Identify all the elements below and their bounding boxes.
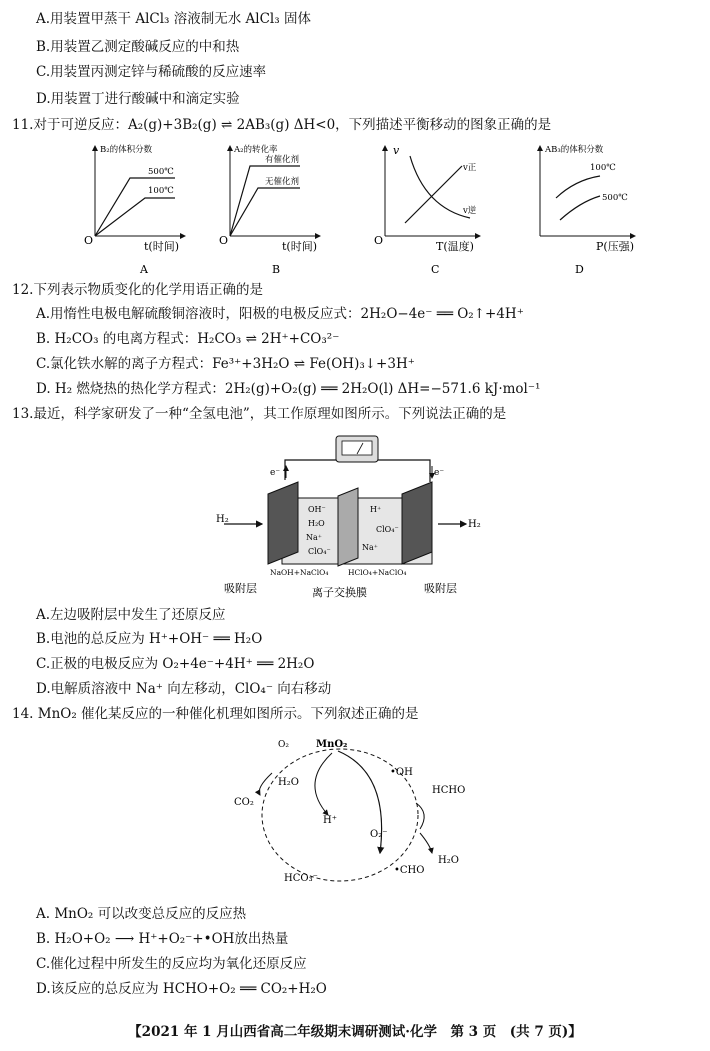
graph-d-caption: D [575, 263, 584, 276]
graph-d [540, 144, 635, 276]
electron-left: e⁻ [270, 468, 281, 478]
q13-option-b: B.电池的总反应为 H⁺+OH⁻ ══ H₂O [36, 631, 263, 647]
galvanometer-icon [336, 436, 378, 462]
arrow-to-co2 [259, 773, 272, 795]
graph-d-series-2: 500℃ [602, 193, 628, 203]
membrane-label: 离子交换膜 [312, 586, 367, 599]
q13-option-a: A.左边吸附层中发生了还原反应 [36, 607, 226, 623]
q10-option-b: B.用装置乙测定酸碱反应的中和热 [36, 39, 240, 55]
graph-a-series-2: 100℃ [148, 186, 174, 196]
graph-d-ylabel: AB₃的体积分数 [545, 145, 604, 155]
graph-a-series-1: 500℃ [148, 167, 174, 177]
right-electrode [402, 482, 432, 564]
graph-d-xlabel: P(压强) [596, 240, 634, 253]
graph-c-series-1: v正 [463, 163, 477, 173]
graph-a-ylabel: B₂的体积分数 [100, 145, 153, 155]
graph-b-line-nocat [230, 188, 300, 236]
q11-stem: 11.对于可逆反应：A₂(g)+3B₂(g) ⇌ 2AB₃(g) ΔH<0，下列描述平衡移动的图象正确的是 [12, 117, 552, 133]
graph-b-caption: B [272, 263, 281, 276]
right-adsorption-layer: 吸附层 [424, 582, 457, 595]
q14-option-c: C.催化过程中所发生的反应均为氧化还原反应 [36, 956, 307, 972]
ion-clo4-left: ClO₄⁻ [308, 547, 331, 556]
label-hcho: HCHO [432, 785, 466, 796]
graph-b-xlabel: t(时间) [282, 240, 318, 253]
q10-option-d: D.用装置丁进行酸碱中和滴定实验 [36, 91, 240, 107]
label-hco3: HCO₃⁻ [284, 873, 318, 884]
right-solution: HClO₄+NaClO₄ [348, 568, 407, 577]
label-mno2: MnO₂ [316, 739, 348, 750]
ion-na-right: Na⁺ [362, 543, 378, 552]
graph-b-origin: O [219, 234, 229, 247]
ion-na-left: Na⁺ [306, 533, 322, 542]
graph-b [219, 144, 320, 276]
q14-option-a: A. MnO₂ 可以改变总反应的反应热 [36, 906, 247, 922]
q14-stem: 14. MnO₂ 催化某反应的一种催化机理如图所示。下列叙述正确的是 [12, 706, 419, 722]
ion-h2o: H₂O [308, 519, 325, 528]
label-h-plus: H⁺ [323, 815, 337, 826]
arrow-to-h [315, 753, 332, 815]
q11-graphs [0, 138, 710, 278]
q12-option-d: D. H₂ 燃烧热的热化学方程式：2H₂(g)+O₂(g) ══ 2H₂O(l) ΔH=−571.6 kJ·mol⁻¹ [36, 381, 541, 397]
label-o2-minus: O₂⁻ [370, 829, 388, 840]
label-o2: O₂ [278, 740, 289, 750]
electron-right: e⁻ [434, 468, 445, 478]
graph-c-curve-reverse [405, 166, 462, 223]
h2-in: H₂ [216, 514, 229, 525]
graph-b-series-2: 无催化剂 [265, 177, 300, 187]
graph-a-origin: O [84, 234, 94, 247]
graph-d-curve-500 [560, 196, 600, 220]
graph-c [374, 144, 480, 276]
q12-option-b: B. H₂CO₃ 的电离方程式：H₂CO₃ ⇌ 2H⁺+CO₃²⁻ [36, 331, 340, 347]
graph-c-xlabel: T(温度) [436, 240, 474, 253]
q14-option-b: B. H₂O+O₂ ⟶ H⁺+O₂⁻+•OH放出热量 [36, 931, 289, 947]
q13-stem: 13.最近，科学家研发了一种“全氢电池”，其工作原理如图所示。下列说法正确的是 [12, 406, 507, 422]
graph-d-curve-100 [556, 176, 600, 198]
graph-a-caption: A [140, 263, 148, 276]
q14-option-d: D.该反应的总反应为 HCHO+O₂ ══ CO₂+H₂O [36, 981, 327, 997]
left-adsorption-layer: 吸附层 [224, 582, 257, 595]
graph-c-ylabel: v [393, 144, 400, 157]
graph-c-origin: O [374, 234, 384, 247]
q13-option-c: C.正极的电极反应为 O₂+4e⁻+4H⁺ ══ 2H₂O [36, 656, 315, 672]
graph-d-series-1: 100℃ [590, 163, 616, 173]
label-oh: •OH [390, 767, 413, 778]
wire-right [378, 460, 430, 482]
q12-option-c: C.氯化铁水解的离子方程式：Fe³⁺+3H₂O ⇌ Fe(OH)₃↓+3H⁺ [36, 356, 415, 372]
wire-left [285, 460, 336, 480]
q12-option-a: A.用惰性电极电解硫酸铜溶液时，阳极的电极反应式：2H₂O−4e⁻ ══ O₂↑+4H⁺ [36, 306, 524, 322]
label-h2o-top: H₂O [278, 777, 299, 788]
label-h2o-right: H₂O [438, 855, 459, 866]
h2-out: H₂ [468, 519, 481, 530]
q12-stem: 12.下列表示物质变化的化学用语正确的是 [12, 282, 263, 298]
q10-option-a: A.用装置甲蒸干 AlCl₃ 溶液制无水 AlCl₃ 固体 [36, 11, 311, 27]
label-cho: •CHO [394, 865, 425, 876]
ion-h: H⁺ [370, 505, 382, 514]
q14-catalysis-figure [220, 733, 500, 893]
arrow-to-h2o-right [420, 833, 432, 853]
q13-battery-figure [210, 432, 500, 604]
left-solution: NaOH+NaClO₄ [270, 568, 329, 577]
page-footer: 【2021 年 1 月山西省高二年级期末调研测试·化学 第 3 页 (共 7 页)】 [128, 1024, 582, 1040]
left-electrode [268, 482, 298, 564]
graph-c-series-2: v逆 [463, 206, 477, 216]
ion-exchange-membrane [338, 488, 358, 566]
graph-c-caption: C [431, 263, 440, 276]
graph-a [84, 144, 185, 276]
graph-b-ylabel: A₂的转化率 [234, 145, 278, 155]
graph-a-xlabel: t(时间) [144, 240, 180, 253]
label-co2: CO₂ [234, 797, 254, 808]
graph-b-series-1: 有催化剂 [265, 155, 300, 165]
ion-oh: OH⁻ [308, 505, 326, 514]
ion-clo4-right: ClO₄⁻ [376, 525, 399, 534]
q13-option-d: D.电解质溶液中 Na⁺ 向左移动，ClO₄⁻ 向右移动 [36, 681, 332, 697]
q10-option-c: C.用装置丙测定锌与稀硫酸的反应速率 [36, 64, 267, 80]
